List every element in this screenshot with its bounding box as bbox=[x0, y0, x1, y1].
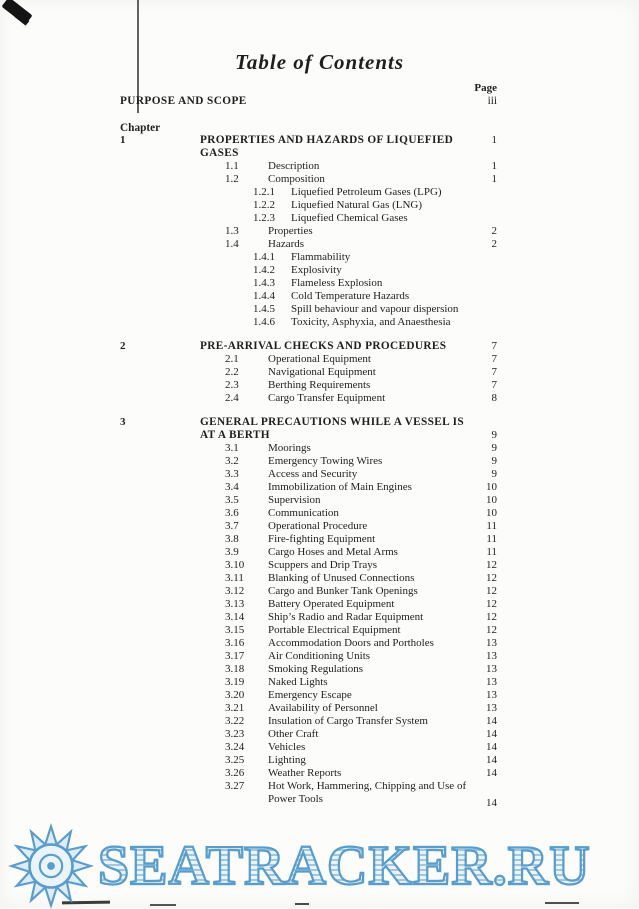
entry-page: 7 bbox=[491, 379, 497, 391]
entry-label: Battery Operated Equipment bbox=[268, 598, 395, 610]
entry-page: 12 bbox=[486, 624, 497, 636]
toc-row bbox=[120, 455, 497, 468]
toc-row bbox=[120, 186, 497, 199]
entry-number: 3.5 bbox=[225, 494, 239, 506]
entry-number: 1.2.2 bbox=[253, 199, 275, 211]
entry-label: Naked Lights bbox=[268, 676, 328, 688]
toc-row bbox=[120, 277, 497, 290]
entry-label: Moorings bbox=[268, 442, 311, 454]
entry-page: 7 bbox=[491, 340, 497, 352]
entry-label: Ship’s Radio and Radar Equipment bbox=[268, 611, 424, 623]
toc-row bbox=[120, 290, 497, 303]
entry-number: 1.4.5 bbox=[253, 303, 275, 315]
entry-label: Cold Temperature Hazards bbox=[291, 290, 410, 302]
toc-row bbox=[120, 212, 497, 225]
toc-row bbox=[120, 173, 497, 186]
entry-page: 9 bbox=[491, 468, 497, 480]
toc-row-body bbox=[200, 212, 471, 225]
entry-label: Operational Equipment bbox=[268, 353, 371, 365]
entry-label: Explosivity bbox=[291, 264, 342, 276]
toc-row bbox=[120, 392, 497, 405]
toc-row-body bbox=[200, 303, 471, 316]
entry-number: 1.2 bbox=[225, 173, 239, 185]
watermark-text: SEATRACKER.RU bbox=[98, 835, 591, 897]
entry-page: 14 bbox=[486, 728, 497, 740]
toc-row bbox=[120, 624, 497, 637]
entry-number: 1.4.3 bbox=[253, 277, 275, 289]
entry-label: Cargo Transfer Equipment bbox=[268, 392, 386, 404]
toc-row-body bbox=[200, 650, 471, 663]
entry-page: 14 bbox=[486, 767, 497, 779]
entry-number: 3.24 bbox=[225, 741, 245, 753]
entry-number: 1.4.2 bbox=[253, 264, 275, 276]
toc-row bbox=[120, 353, 497, 366]
entry-page: 9 bbox=[491, 442, 497, 454]
toc-row-body bbox=[200, 702, 471, 715]
entry-number: 3.13 bbox=[225, 598, 245, 610]
entry-label: Lighting bbox=[268, 754, 306, 766]
entry-number: 3.1 bbox=[225, 442, 239, 454]
toc-row-body bbox=[200, 585, 471, 598]
toc-row bbox=[120, 379, 497, 392]
scan-artifact bbox=[62, 901, 110, 905]
toc-row bbox=[120, 559, 497, 572]
entry-page: 1 bbox=[491, 134, 497, 146]
toc-row bbox=[120, 793, 497, 810]
entry-number bbox=[225, 793, 268, 806]
toc-row-body bbox=[200, 316, 471, 329]
toc-row bbox=[120, 663, 497, 676]
entry-number: 1.1 bbox=[225, 160, 239, 172]
toc-row-body bbox=[200, 468, 471, 481]
chapter-title: AT A BERTH bbox=[200, 429, 270, 441]
entry-number: 3.4 bbox=[225, 481, 239, 493]
entry-page: 2 bbox=[491, 225, 497, 237]
toc-row-body bbox=[200, 225, 471, 238]
toc-row-body bbox=[200, 147, 471, 160]
scan-artifact bbox=[545, 902, 579, 904]
entry-label: Toxicity, Asphyxia, and Anaesthesia bbox=[291, 316, 451, 328]
entry-page: 14 bbox=[486, 754, 497, 766]
entry-label: Emergency Escape bbox=[268, 689, 352, 701]
entry-number: 3.9 bbox=[225, 546, 239, 558]
toc-row bbox=[120, 728, 497, 741]
entry-label: Composition bbox=[268, 173, 325, 185]
toc-row-body bbox=[200, 340, 471, 353]
entry-number: 3.19 bbox=[225, 676, 245, 688]
chapter-number: 3 bbox=[120, 416, 126, 428]
entry-number: 3.21 bbox=[225, 702, 245, 714]
chapter-title: PRE-ARRIVAL CHECKS AND PROCEDURES bbox=[200, 340, 447, 352]
entry-page: 13 bbox=[486, 637, 497, 649]
entry-number: 3.16 bbox=[225, 637, 245, 649]
purpose-and-scope-heading: PURPOSE AND SCOPE bbox=[120, 95, 247, 107]
entry-page: 12 bbox=[486, 585, 497, 597]
toc-row bbox=[120, 316, 497, 329]
entry-number: 3.14 bbox=[225, 611, 245, 623]
entry-number: 1.2.3 bbox=[253, 212, 275, 224]
entry-label: Air Conditioning Units bbox=[268, 650, 371, 662]
toc-row-body bbox=[200, 353, 471, 366]
entry-number: 3.3 bbox=[225, 468, 239, 480]
entry-page: 12 bbox=[486, 598, 497, 610]
entry-number: 3.2 bbox=[225, 455, 239, 467]
toc-row-body bbox=[200, 780, 471, 793]
entry-page: 13 bbox=[486, 663, 497, 675]
toc-row bbox=[120, 507, 497, 520]
entry-page: 1 bbox=[491, 160, 497, 172]
toc-row-body bbox=[200, 715, 471, 728]
entry-number: 1.4.4 bbox=[253, 290, 275, 302]
toc-row-body bbox=[200, 728, 471, 741]
toc-row-body bbox=[200, 416, 471, 429]
toc-row bbox=[120, 147, 497, 160]
toc-row bbox=[120, 754, 497, 767]
toc-row bbox=[120, 741, 497, 754]
entry-number: 3.22 bbox=[225, 715, 245, 727]
toc-row-body bbox=[200, 676, 471, 689]
chapter-title: GENERAL PRECAUTIONS WHILE A VESSEL IS bbox=[200, 416, 464, 428]
toc-row bbox=[120, 572, 497, 585]
entry-page: 9 bbox=[491, 429, 497, 441]
entry-label: Communication bbox=[268, 507, 339, 519]
toc-row bbox=[120, 585, 497, 598]
page-column-label: Page bbox=[474, 82, 497, 94]
entry-label: Availability of Personnel bbox=[268, 702, 378, 714]
entry-label: Liquefied Petroleum Gases (LPG) bbox=[291, 186, 442, 198]
entry-page: 13 bbox=[486, 702, 497, 714]
entry-label: Access and Security bbox=[268, 468, 358, 480]
toc-row bbox=[120, 780, 497, 793]
toc-row-body bbox=[200, 598, 471, 611]
entry-label: Navigational Equipment bbox=[268, 366, 376, 378]
toc-row-body bbox=[200, 689, 471, 702]
toc-row bbox=[120, 264, 497, 277]
toc-row-body bbox=[200, 366, 471, 379]
toc-row bbox=[120, 468, 497, 481]
entry-page: 13 bbox=[486, 689, 497, 701]
entry-label: Emergency Towing Wires bbox=[268, 455, 383, 467]
entry-page: 14 bbox=[486, 715, 497, 727]
toc-row bbox=[120, 494, 497, 507]
toc-row bbox=[120, 442, 497, 455]
toc-row-body bbox=[200, 186, 471, 199]
toc-row-body bbox=[200, 251, 471, 264]
chapter-title: GASES bbox=[200, 147, 239, 159]
entry-number: 3.26 bbox=[225, 767, 245, 779]
toc-row-body bbox=[200, 754, 471, 767]
entry-page: 11 bbox=[486, 546, 497, 558]
toc-row bbox=[120, 767, 497, 780]
toc-row bbox=[120, 199, 497, 212]
toc-row bbox=[120, 481, 497, 494]
toc-row bbox=[120, 533, 497, 546]
toc-row bbox=[120, 676, 497, 689]
entry-number: 3.12 bbox=[225, 585, 245, 597]
entry-number: 3.7 bbox=[225, 520, 239, 532]
entry-label: Cargo and Bunker Tank Openings bbox=[268, 585, 418, 597]
entry-label: Supervision bbox=[268, 494, 321, 506]
entry-number: 3.18 bbox=[225, 663, 245, 675]
toc-row bbox=[120, 429, 497, 442]
entry-label: Flameless Explosion bbox=[291, 277, 383, 289]
entry-page: 9 bbox=[491, 455, 497, 467]
toc-row bbox=[120, 416, 497, 429]
entry-page: 7 bbox=[491, 366, 497, 378]
toc-row bbox=[120, 134, 497, 147]
scan-artifact bbox=[150, 904, 176, 906]
entry-label: Operational Procedure bbox=[268, 520, 368, 532]
chapter-number: 1 bbox=[120, 134, 126, 146]
entry-number: 3.20 bbox=[225, 689, 245, 701]
purpose-and-scope-page: iii bbox=[487, 95, 497, 107]
entry-label: Smoking Regulations bbox=[268, 663, 364, 675]
toc-row-body bbox=[200, 533, 471, 546]
entry-page: 12 bbox=[486, 572, 497, 584]
entry-label: Accommodation Doors and Portholes bbox=[268, 637, 434, 649]
toc-row-body bbox=[200, 481, 471, 494]
entry-label: Properties bbox=[268, 225, 313, 237]
entry-page: 10 bbox=[486, 494, 497, 506]
toc-row-body bbox=[200, 199, 471, 212]
entry-page: 11 bbox=[486, 520, 497, 532]
chapter-title: PROPERTIES AND HAZARDS OF LIQUEFIED bbox=[200, 134, 454, 146]
entry-label: Blanking of Unused Connections bbox=[268, 572, 415, 584]
entry-label: Scuppers and Drip Trays bbox=[268, 559, 378, 571]
toc-row-body bbox=[200, 494, 471, 507]
entry-page: 7 bbox=[491, 353, 497, 365]
sun-logo-icon bbox=[8, 823, 94, 909]
toc-row-body bbox=[200, 379, 471, 392]
entry-label: Liquefied Natural Gas (LNG) bbox=[291, 199, 423, 211]
entry-number: 1.3 bbox=[225, 225, 239, 237]
entry-page: 13 bbox=[486, 676, 497, 688]
toc-row-body bbox=[200, 238, 471, 251]
toc-row-body bbox=[200, 442, 471, 455]
toc-row bbox=[120, 689, 497, 702]
toc-row bbox=[120, 251, 497, 264]
page-title: Table of Contents bbox=[234, 50, 405, 74]
entry-number: 3.6 bbox=[225, 507, 239, 519]
entry-label: Hot Work, Hammering, Chipping and Use of bbox=[268, 780, 467, 792]
toc-row bbox=[120, 238, 497, 251]
toc-row-body bbox=[200, 624, 471, 637]
entry-label: Liquefied Chemical Gases bbox=[291, 212, 408, 224]
toc-row bbox=[120, 637, 497, 650]
toc-row-body bbox=[200, 793, 471, 806]
entry-label: Insulation of Cargo Transfer System bbox=[268, 715, 428, 727]
toc-row bbox=[120, 225, 497, 238]
entry-label: Description bbox=[268, 160, 320, 172]
entry-number: 2.3 bbox=[225, 379, 239, 391]
entry-page: 14 bbox=[486, 797, 497, 809]
chapter-number: 2 bbox=[120, 340, 126, 352]
toc-row-body bbox=[200, 767, 471, 780]
entry-page: 10 bbox=[486, 507, 497, 519]
toc-row bbox=[120, 520, 497, 533]
toc-row bbox=[120, 546, 497, 559]
toc-row-body bbox=[200, 546, 471, 559]
entry-number: 1.4 bbox=[225, 238, 239, 250]
entry-page: 8 bbox=[491, 392, 497, 404]
entry-label: Vehicles bbox=[268, 741, 306, 753]
entry-label: Fire-fighting Equipment bbox=[268, 533, 376, 545]
entry-number: 1.4.6 bbox=[253, 316, 275, 328]
toc-row bbox=[120, 715, 497, 728]
toc-row-body bbox=[200, 392, 471, 405]
entry-label: Power Tools bbox=[268, 793, 323, 805]
toc-row-body bbox=[200, 134, 471, 147]
toc-row bbox=[120, 366, 497, 379]
chapter-column-label: Chapter bbox=[120, 122, 161, 134]
entry-number: 1.4.1 bbox=[253, 251, 275, 263]
toc-row-body bbox=[200, 277, 471, 290]
toc-row-body bbox=[200, 637, 471, 650]
entry-number: 3.17 bbox=[225, 650, 245, 662]
purpose-and-scope-row bbox=[120, 95, 497, 107]
entry-page: 2 bbox=[491, 238, 497, 250]
scan-artifact bbox=[295, 903, 309, 905]
toc-list bbox=[120, 134, 497, 810]
entry-page: 12 bbox=[486, 611, 497, 623]
toc-row-body bbox=[200, 160, 471, 173]
toc-row-body bbox=[200, 290, 471, 303]
entry-label: Weather Reports bbox=[268, 767, 342, 779]
entry-number: 2.2 bbox=[225, 366, 239, 378]
toc-row bbox=[120, 340, 497, 353]
entry-label: Hazards bbox=[268, 238, 305, 250]
entry-page: 10 bbox=[486, 481, 497, 493]
entry-number: 3.11 bbox=[225, 572, 244, 584]
toc-row bbox=[120, 611, 497, 624]
toc-row bbox=[120, 160, 497, 173]
entry-label: Cargo Hoses and Metal Arms bbox=[268, 546, 398, 558]
toc-row-body bbox=[200, 663, 471, 676]
entry-label: Berthing Requirements bbox=[268, 379, 371, 391]
toc-row-body bbox=[200, 507, 471, 520]
entry-page: 11 bbox=[486, 533, 497, 545]
entry-label: Other Craft bbox=[268, 728, 319, 740]
watermark bbox=[8, 824, 639, 908]
entry-number: 3.27 bbox=[225, 780, 245, 792]
entry-page: 13 bbox=[486, 650, 497, 662]
toc-row-body bbox=[200, 264, 471, 277]
entry-number: 3.23 bbox=[225, 728, 245, 740]
toc-row-body bbox=[200, 611, 471, 624]
toc-row-body bbox=[200, 741, 471, 754]
toc-row-body bbox=[200, 429, 471, 442]
toc-row-body bbox=[200, 455, 471, 468]
entry-page: 12 bbox=[486, 559, 497, 571]
entry-number: 2.1 bbox=[225, 353, 239, 365]
entry-number: 3.8 bbox=[225, 533, 239, 545]
toc-row-body bbox=[200, 173, 471, 186]
entry-label: Flammability bbox=[291, 251, 351, 263]
entry-label: Portable Electrical Equipment bbox=[268, 624, 401, 636]
entry-number: 3.25 bbox=[225, 754, 245, 766]
toc-row bbox=[120, 702, 497, 715]
entry-number: 2.4 bbox=[225, 392, 239, 404]
entry-number: 1.2.1 bbox=[253, 186, 275, 198]
entry-number: 3.15 bbox=[225, 624, 245, 636]
entry-page: 14 bbox=[486, 741, 497, 753]
toc-row-body bbox=[200, 559, 471, 572]
toc-row-body bbox=[200, 572, 471, 585]
toc-row bbox=[120, 598, 497, 611]
entry-label: Spill behaviour and vapour dispersion bbox=[291, 303, 459, 315]
entry-page: 1 bbox=[491, 173, 497, 185]
toc-row bbox=[120, 303, 497, 316]
toc-row bbox=[120, 650, 497, 663]
entry-number: 3.10 bbox=[225, 559, 245, 571]
entry-label: Immobilization of Main Engines bbox=[268, 481, 412, 493]
toc-row-body bbox=[200, 520, 471, 533]
